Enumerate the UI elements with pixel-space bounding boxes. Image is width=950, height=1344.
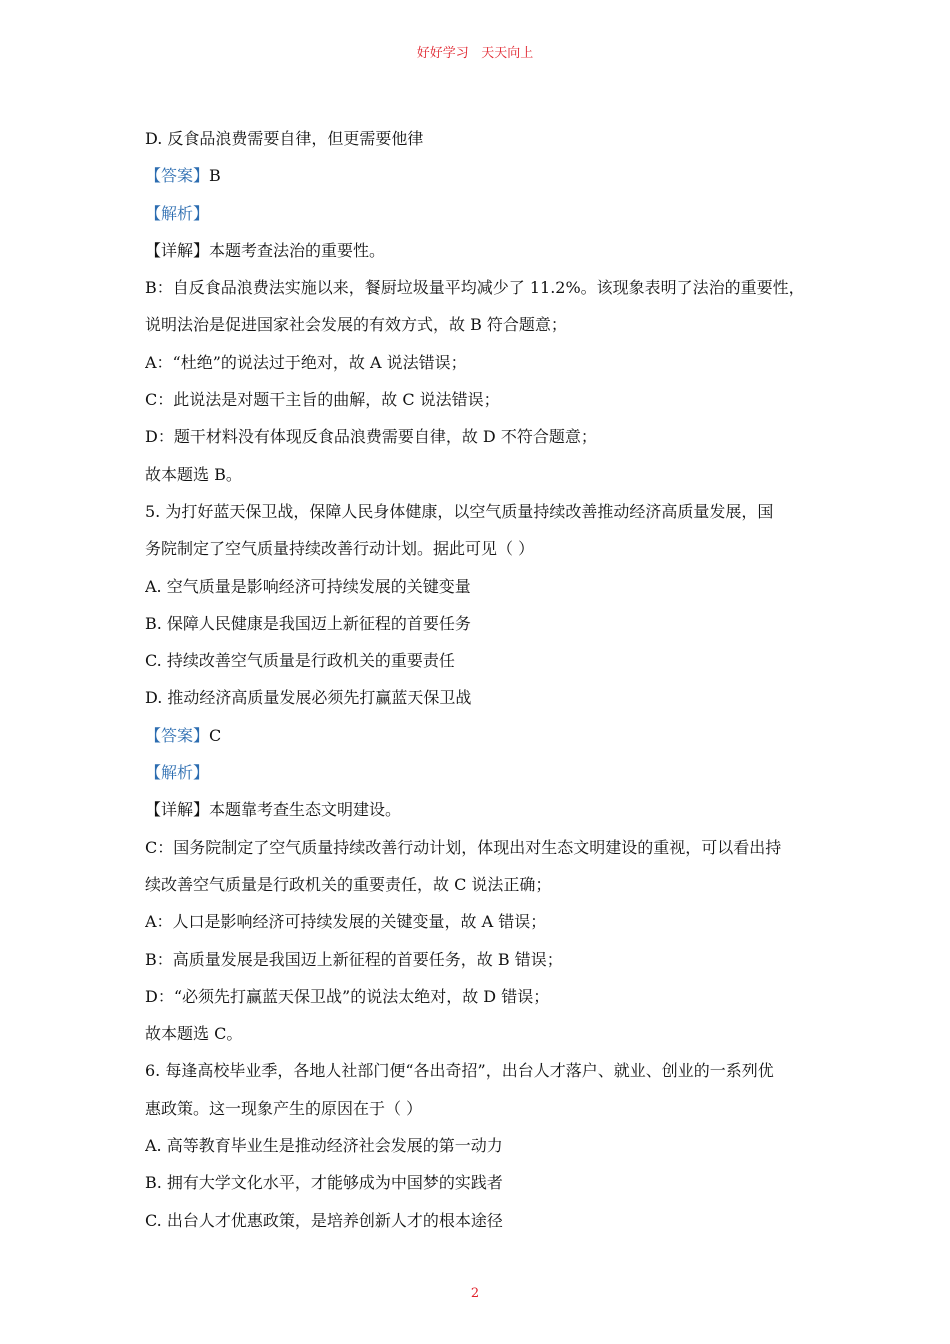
answer-line — [145, 157, 815, 194]
question-line: 务院制定了空气质量持续改善行动计划。据此可见（ ） — [145, 539, 535, 559]
question-line: 惠政策。这一现象产生的原因在于（ ） — [145, 1098, 423, 1118]
text-line: D. 反食品浪费需要自律，但更需要他律 — [145, 129, 424, 148]
option-line: B. 保障人民健康是我国迈上新征程的首要任务 — [145, 613, 471, 633]
analysis-label: 【解析】 — [145, 763, 210, 783]
page-header: 好好学习 天天向上 — [416, 46, 534, 61]
text-line: A：“杜绝”的说法过于绝对，故 A 说法错误； — [145, 352, 467, 372]
answer-label: 【答案】 — [145, 166, 210, 186]
analysis-line — [145, 754, 815, 791]
text-line: 故本题选 B。 — [145, 464, 242, 484]
option-line: C. 持续改善空气质量是行政机关的重要责任 — [145, 651, 455, 671]
analysis-line — [145, 195, 815, 232]
answer-label: 【答案】 — [145, 725, 210, 745]
option-line: C. 出台人才优惠政策，是培养创新人才的根本途径 — [145, 1210, 503, 1230]
option-line: A. 高等教育毕业生是推动经济社会发展的第一动力 — [145, 1136, 503, 1156]
text-line: D：“必须先打赢蓝天保卫战”的说法太绝对，故 D 错误； — [145, 986, 550, 1006]
answer-value: C — [209, 725, 222, 745]
answer-line — [145, 717, 815, 754]
text-line: 【详解】本题考查法治的重要性。 — [145, 240, 386, 260]
document-body — [145, 120, 815, 1239]
question-line: 5. 为打好蓝天保卫战，保障人民身体健康，以空气质量持续改善推动经济高质量发展，国 — [145, 501, 774, 521]
text-line: 说明法治是促进国家社会发展的有效方式，故 B 符合题意； — [145, 315, 567, 335]
text-line: 【详解】本题靠考查生态文明建设。 — [145, 800, 402, 820]
text-line: D：题干材料没有体现反食品浪费需要自律，故 D 不符合题意； — [145, 427, 597, 447]
text-line: A：人口是影响经济可持续发展的关键变量，故 A 错误； — [145, 912, 547, 932]
page-number: 2 — [470, 1286, 480, 1301]
option-line: B. 拥有大学文化水平，才能够成为中国梦的实践者 — [145, 1173, 503, 1193]
question-line: 6. 每逢高校毕业季，各地人社部门便“各出奇招”，出台人才落户、就业、创业的一系列优 — [145, 1061, 774, 1081]
text-line: B：自反食品浪费法实施以来，餐厨垃圾量平均减少了 11.2%。该现象表明了法治的重要性， — [145, 278, 805, 298]
text-line: C：此说法是对题干主旨的曲解，故 C 说法错误； — [145, 390, 500, 410]
answer-value: B — [209, 166, 221, 186]
option-line: A. 空气质量是影响经济可持续发展的关键变量 — [145, 576, 471, 596]
text-line: C：国务院制定了空气质量持续改善行动计划，体现出对生态文明建设的重视，可以看出持 — [145, 837, 782, 857]
text-line: 故本题选 C。 — [145, 1024, 243, 1044]
text-line: B：高质量发展是我国迈上新征程的首要任务，故 B 错误； — [145, 949, 563, 969]
analysis-label: 【解析】 — [145, 203, 210, 223]
option-line: D. 推动经济高质量发展必须先打赢蓝天保卫战 — [145, 688, 472, 708]
text-line: 续改善空气质量是行政机关的重要责任，故 C 说法正确； — [145, 874, 552, 894]
